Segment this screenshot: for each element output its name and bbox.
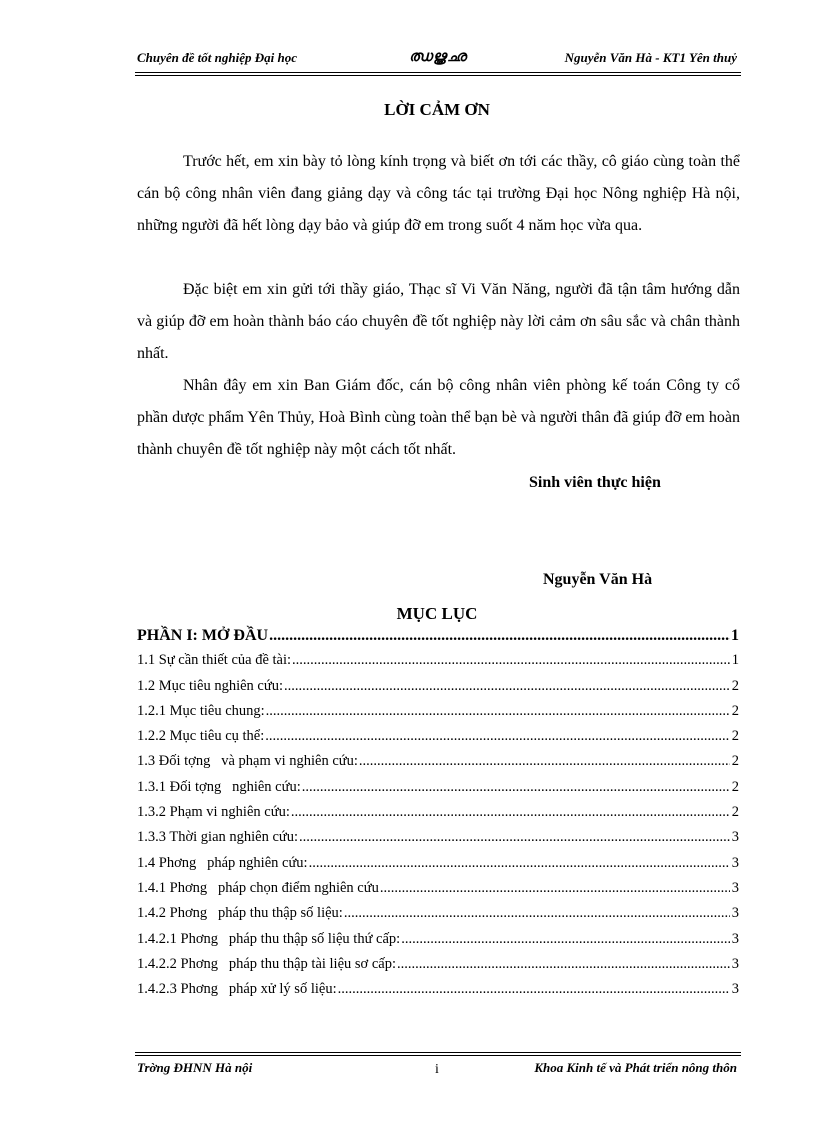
acknowledgement-paragraph-1: Trước hết, em xin bày tỏ lòng kính trọng và biết ơn tới các thầy, cô giáo cùng toàn thể cán bộ công nhân viên đang giảng dạy và công tác tại trường Đại học Nông nghiệp Hà nội, những người đã hết lòng dạy bảo và giúp đỡ em trong suốt 4 năm học vừa qua. (137, 153, 740, 234)
toc-entry-label: 1.1 Sự cần thiết của đề tài: (137, 652, 292, 669)
toc-entry-label: 1.3.1 Đối tợng nghiên cứu: (137, 778, 301, 795)
toc-entry[interactable] (137, 652, 739, 677)
toc-leader (401, 931, 730, 948)
toc-entry[interactable] (137, 678, 739, 703)
header-rule-2 (135, 75, 741, 76)
toc-entry[interactable] (137, 829, 739, 854)
acknowledgement-title: LỜI CẢM ƠN (384, 100, 490, 119)
footer-page-number: i (435, 1062, 439, 1077)
toc-leader (338, 981, 730, 998)
toc-entry[interactable] (137, 703, 739, 728)
toc-entry[interactable] (137, 753, 739, 778)
header-ornament-icon: ഝൠഛ (409, 49, 468, 65)
toc-entry-label: 1.3.3 Thời gian nghiên cứu: (137, 829, 299, 846)
footer-right: Khoa Kinh tế và Phát triển nông thôn (534, 1060, 737, 1075)
footer-rule (135, 1052, 741, 1053)
toc-entry[interactable] (137, 627, 739, 652)
toc-entry-label: 1.4.1 Phơng pháp chọn điểm nghiên cứu (137, 879, 379, 896)
toc-entry[interactable] (137, 981, 739, 1006)
toc-leader (359, 753, 730, 770)
toc-entry-page: 3 (731, 879, 739, 896)
toc-entry-label: 1.4 Phơng pháp nghiên cứu: (137, 854, 308, 871)
toc-entry[interactable] (137, 931, 739, 956)
header-right: Nguyễn Văn Hà - KT1 Yên thuỷ (564, 50, 737, 65)
toc-leader (380, 880, 730, 897)
footer-left: Trờng ĐHNN Hà nội (137, 1060, 253, 1075)
toc-entry-page: 3 (731, 905, 739, 922)
toc-entry[interactable] (137, 855, 739, 880)
toc-leader (299, 829, 730, 846)
toc-entry-page: 2 (731, 804, 739, 821)
toc-entry[interactable] (137, 880, 739, 905)
toc-entry-label: 1.2 Mục tiêu nghiên cứu: (137, 677, 283, 694)
toc-entry-label: 1.4.2.3 Phơng pháp xử lý số liệu: (137, 981, 337, 998)
header-rule (135, 72, 741, 73)
toc-title: MỤC LỤC (396, 604, 478, 623)
toc-entry-page: 1 (731, 652, 739, 669)
acknowledgement-paragraph-2: Đặc biệt em xin gửi tới thầy giáo, Thạc sĩ Vi Văn Năng, người đã tận tâm hướng dẫn và giúp đỡ em hoàn thành báo cáo chuyên đề tốt nghiệp này lời cảm ơn sâu sắc và chân thành nhất. (137, 281, 740, 362)
toc-entry-label: 1.3 Đối tợng và phạm vi nghiên cứu: (137, 753, 358, 770)
toc-entry[interactable] (137, 804, 739, 829)
toc-leader (266, 703, 730, 720)
toc-entry-page: 3 (731, 930, 739, 947)
toc-entry-page: 2 (731, 753, 739, 770)
toc-entry-page: 2 (731, 702, 739, 719)
sign-name: Nguyễn Văn Hà (543, 571, 653, 588)
toc-leader (291, 804, 730, 821)
toc-leader (397, 956, 730, 973)
toc-entry[interactable] (137, 779, 739, 804)
toc-entry[interactable] (137, 728, 739, 753)
toc-leader (292, 652, 730, 669)
toc-leader (302, 779, 730, 796)
header-left: Chuyên đề tốt nghiệp Đại học (137, 50, 297, 65)
footer-rule-2 (135, 1055, 741, 1056)
toc-leader (344, 905, 730, 922)
toc-entry-page: 3 (731, 854, 739, 871)
toc-entry-label: 1.2.2 Mục tiêu cụ thể: (137, 728, 265, 745)
acknowledgement-paragraph-3: Nhân đây em xin Ban Giám đốc, cán bộ công nhân viên phòng kế toán Công ty cổ phần dược phẩm Yên Thủy, Hoà Bình cùng toàn thể bạn bè và người thân đã giúp đỡ em hoàn thành chuyên đề tốt nghiệp này một cách tốt nhất. (137, 377, 740, 458)
sign-label: Sinh viên thực hiện (529, 474, 661, 491)
page-footer (137, 1060, 737, 1080)
toc-entry-label: PHẦN I: MỞ ĐẦU (137, 627, 269, 644)
toc-entry-page: 3 (731, 829, 739, 846)
toc-entry-page: 2 (731, 677, 739, 694)
toc-leader (309, 855, 730, 872)
toc-entry-page: 3 (731, 955, 739, 972)
toc-entry-label: 1.2.1 Mục tiêu chung: (137, 702, 265, 719)
toc-entry-label: 1.3.2 Phạm vi nghiên cứu: (137, 804, 290, 821)
toc-entry-label: 1.4.2.2 Phơng pháp thu thập tài liệu sơ cấp: (137, 955, 396, 972)
toc-entry-page: 2 (731, 728, 739, 745)
table-of-contents (137, 627, 739, 1006)
page-header (137, 50, 737, 70)
toc-entry-page: 3 (731, 981, 739, 998)
toc-leader (265, 728, 730, 745)
toc-entry[interactable] (137, 905, 739, 930)
toc-entry-label: 1.4.2 Phơng pháp thu thập số liệu: (137, 905, 343, 922)
toc-entry[interactable] (137, 956, 739, 981)
toc-leader (284, 678, 730, 695)
toc-entry-page: 1 (731, 627, 739, 644)
toc-entry-page: 2 (731, 778, 739, 795)
toc-leader (269, 627, 730, 645)
toc-entry-label: 1.4.2.1 Phơng pháp thu thập số liệu thứ cấp: (137, 930, 401, 947)
